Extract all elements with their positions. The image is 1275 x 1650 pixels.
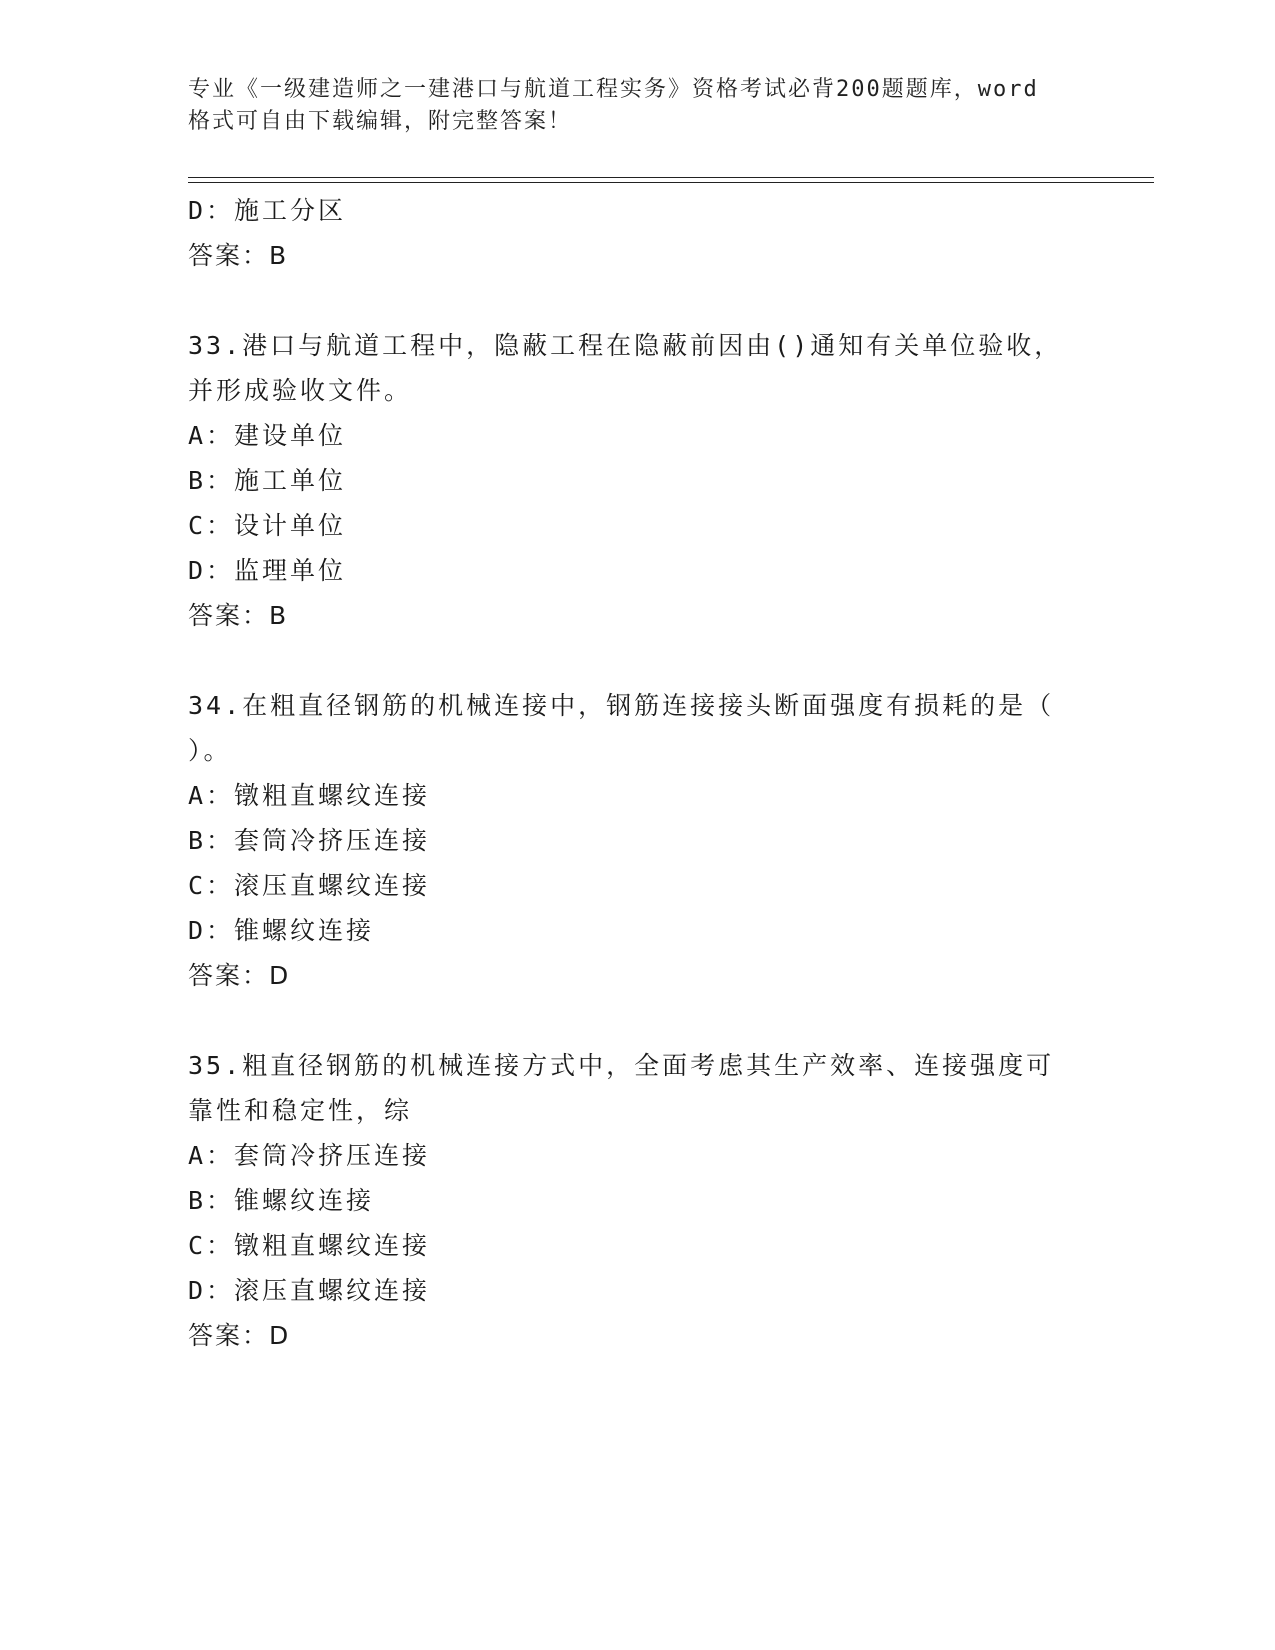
question-33 <box>188 323 1088 638</box>
option-b: B：施工单位 <box>188 466 347 495</box>
question-stem-line: 35.粗直径钢筋的机械连接方式中，全面考虑其生产效率、连接强度可 <box>188 1051 1055 1080</box>
header-rule-bottom <box>188 182 1154 183</box>
option-b: B：套筒冷挤压连接 <box>188 826 431 855</box>
question-35 <box>188 1043 1088 1358</box>
answer-line: 答案：D <box>188 961 291 990</box>
option-b: B：锥螺纹连接 <box>188 1186 375 1215</box>
header-line-2: 格式可自由下载编辑，附完整答案！ <box>188 109 573 134</box>
option-a: A：镦粗直螺纹连接 <box>188 781 431 810</box>
spacer <box>188 638 1088 683</box>
option-d: D：滚压直螺纹连接 <box>188 1276 431 1305</box>
spacer <box>188 998 1088 1043</box>
option-c: C：设计单位 <box>188 511 347 540</box>
header-rule-top <box>188 177 1154 178</box>
question-stem-line: ）。 <box>188 736 232 765</box>
answer-line: 答案：D <box>188 1321 291 1350</box>
question-stem-line: 34.在粗直径钢筋的机械连接中，钢筋连接接头断面强度有损耗的是（ <box>188 691 1055 720</box>
option-c: C：镦粗直螺纹连接 <box>188 1231 431 1260</box>
answer-line: 答案：B <box>188 241 289 270</box>
question-stem-line: 33.港口与航道工程中，隐蔽工程在隐蔽前因由()通知有关单位验收， <box>188 331 1063 360</box>
question-stem-line: 并形成验收文件。 <box>188 376 413 405</box>
header-line-1: 专业《一级建造师之一建港口与航道工程实务》资格考试必背200题题库，word <box>188 77 1039 102</box>
option-a: A：建设单位 <box>188 421 347 450</box>
option-c: C：滚压直螺纹连接 <box>188 871 431 900</box>
option-a: A：套筒冷挤压连接 <box>188 1141 431 1170</box>
option-d: D：施工分区 <box>188 196 347 225</box>
spacer <box>188 278 1088 323</box>
question-34 <box>188 683 1088 998</box>
question-stem-line: 靠性和稳定性，综 <box>188 1096 413 1125</box>
option-d: D：锥螺纹连接 <box>188 916 375 945</box>
document-body <box>188 188 1088 1358</box>
question-32-tail <box>188 188 1088 278</box>
answer-line: 答案：B <box>188 601 289 630</box>
document-header <box>188 74 1088 138</box>
option-d: D：监理单位 <box>188 556 347 585</box>
